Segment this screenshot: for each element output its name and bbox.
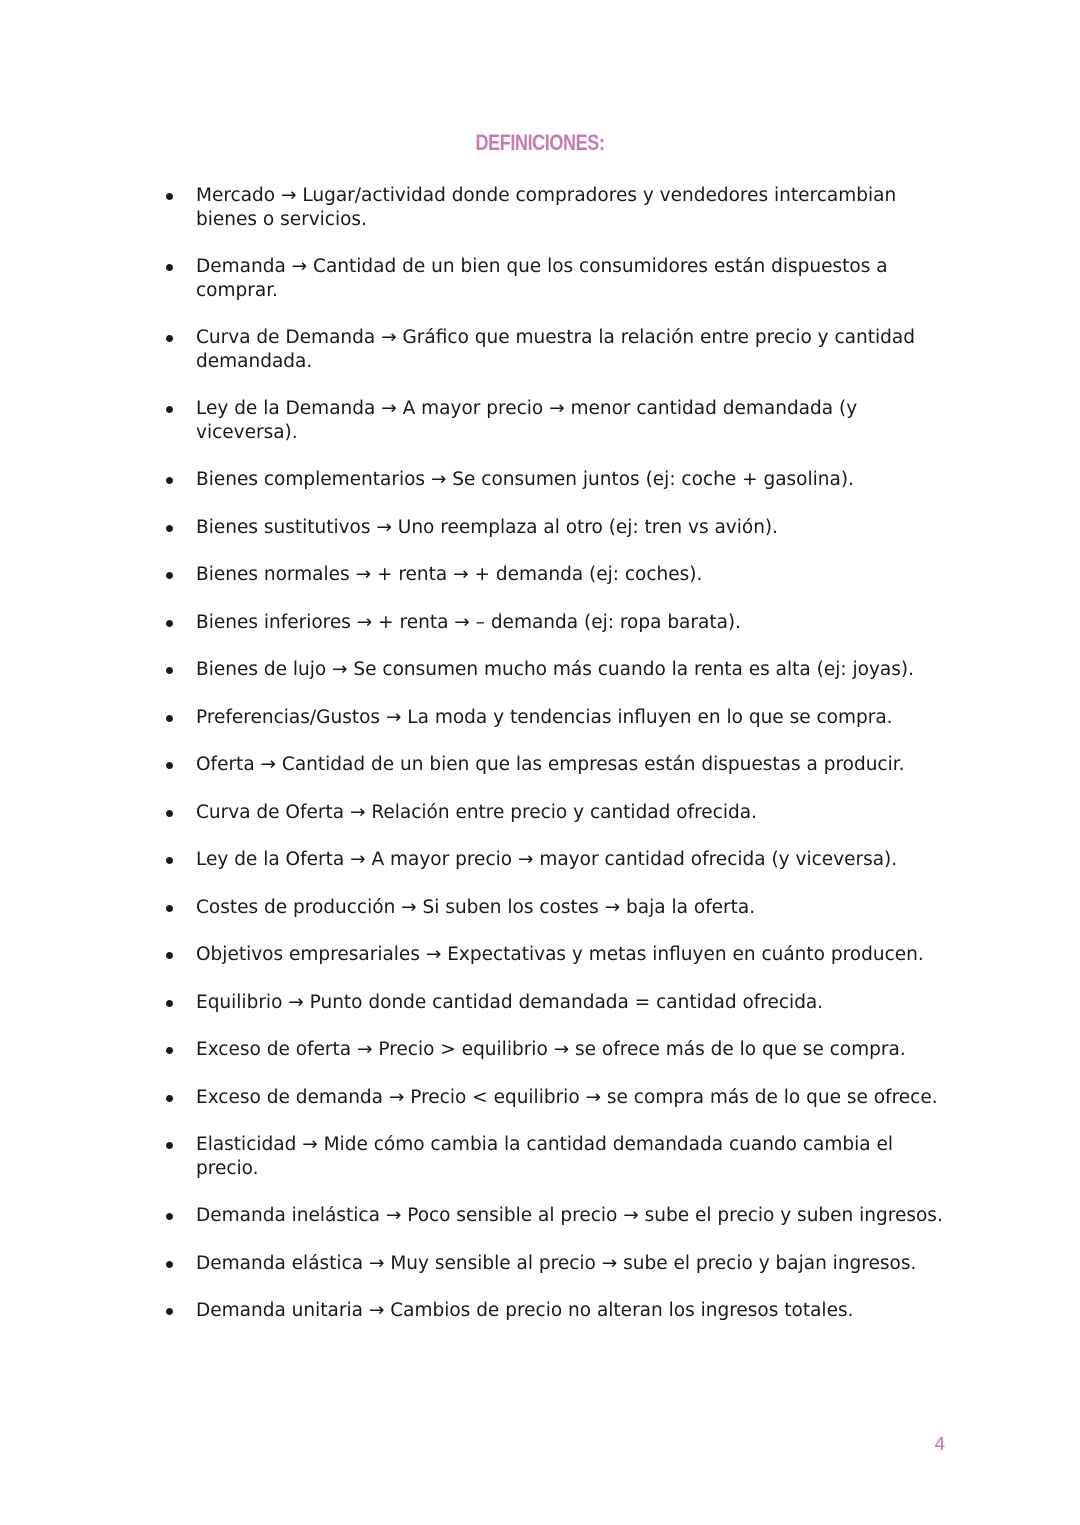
- list-item: [164, 1299, 954, 1323]
- bullet-icon: [166, 335, 173, 342]
- list-item: [164, 255, 954, 302]
- page-number: 4: [934, 1434, 946, 1455]
- list-item: [164, 943, 954, 967]
- definition-text: Bienes de lujo → Se consumen mucho más cuando la renta es alta (ej: joyas).: [196, 659, 914, 680]
- list-item: [164, 991, 954, 1015]
- bullet-icon: [166, 572, 173, 579]
- definition-text: Curva de Demanda → Gráfico que muestra la relación entre precio y cantidad demandada.: [196, 327, 915, 372]
- list-item: [164, 1252, 954, 1276]
- definition-text: Ley de la Demanda → A mayor precio → menor cantidad demandada (y viceversa).: [196, 398, 858, 443]
- definition-text: Demanda → Cantidad de un bien que los consumidores están dispuestos a comprar.: [196, 256, 888, 301]
- list-item: [164, 1038, 954, 1062]
- bullet-icon: [166, 1308, 173, 1315]
- definition-text: Preferencias/Gustos → La moda y tendencias influyen en lo que se compra.: [196, 706, 893, 728]
- bullet-icon: [166, 952, 173, 959]
- definition-text: Mercado → Lugar/actividad donde compradores y vendedores intercambian bienes o servicios.: [196, 185, 897, 230]
- list-item: [164, 753, 954, 777]
- list-item: [164, 563, 954, 587]
- list-item: [164, 184, 954, 231]
- list-item: [164, 896, 954, 920]
- list-item: [164, 1133, 954, 1180]
- definition-text: Costes de producción → Si suben los costes → baja la oferta.: [196, 896, 756, 918]
- bullet-icon: [166, 406, 173, 413]
- bullet-icon: [166, 193, 173, 200]
- definition-text: Ley de la Oferta → A mayor precio → mayor cantidad ofrecida (y viceversa).: [196, 849, 898, 870]
- definition-text: Exceso de demanda → Precio < equilibrio → se compra más de lo que se ofrece.: [196, 1086, 938, 1108]
- bullet-icon: [166, 762, 173, 769]
- definition-text: Objetivos empresariales → Expectativas y metas influyen en cuánto producen.: [196, 944, 924, 965]
- bullet-icon: [166, 810, 173, 817]
- bullet-icon: [166, 1047, 173, 1054]
- list-item: [164, 611, 954, 635]
- bullet-icon: [166, 525, 173, 532]
- list-item: [164, 326, 954, 373]
- definitions-list: [164, 184, 954, 1347]
- bullet-icon: [166, 905, 173, 912]
- definition-text: Elasticidad → Mide cómo cambia la cantidad demandada cuando cambia el precio.: [196, 1134, 894, 1179]
- definition-text: Demanda inelástica → Poco sensible al precio → sube el precio y suben ingresos.: [196, 1205, 943, 1226]
- definition-text: Bienes normales → + renta → + demanda (ej: coches).: [196, 564, 703, 585]
- list-item: [164, 1204, 954, 1228]
- bullet-icon: [166, 857, 173, 864]
- definition-text: Bienes complementarios → Se consumen juntos (ej: coche + gasolina).: [196, 469, 854, 490]
- bullet-icon: [166, 1142, 173, 1149]
- bullet-icon: [166, 667, 173, 674]
- list-item: [164, 516, 954, 540]
- list-item: [164, 397, 954, 444]
- list-item: [164, 658, 954, 682]
- bullet-icon: [166, 264, 173, 271]
- definition-text: Curva de Oferta → Relación entre precio y cantidad ofrecida.: [196, 801, 757, 823]
- bullet-icon: [166, 477, 173, 484]
- list-item: [164, 706, 954, 730]
- list-item: [164, 848, 954, 872]
- definition-text: Bienes inferiores → + renta → – demanda (ej: ropa barata).: [196, 611, 742, 633]
- list-item: [164, 801, 954, 825]
- definition-text: Oferta → Cantidad de un bien que las empresas están dispuestas a producir.: [196, 754, 905, 775]
- list-item: [164, 1086, 954, 1110]
- page-title: DEFINICIONES:: [475, 130, 605, 155]
- definition-text: Demanda elástica → Muy sensible al precio → sube el precio y bajan ingresos.: [196, 1252, 917, 1274]
- bullet-icon: [166, 715, 173, 722]
- definition-text: Exceso de oferta → Precio > equilibrio → se ofrece más de lo que se compra.: [196, 1039, 906, 1060]
- bullet-icon: [166, 1095, 173, 1102]
- bullet-icon: [166, 1000, 173, 1007]
- list-item: [164, 468, 954, 492]
- definition-text: Bienes sustitutivos → Uno reemplaza al otro (ej: tren vs avión).: [196, 516, 779, 538]
- bullet-icon: [166, 620, 173, 627]
- definition-text: Equilibrio → Punto donde cantidad demandada = cantidad ofrecida.: [196, 991, 824, 1013]
- bullet-icon: [166, 1213, 173, 1220]
- bullet-icon: [166, 1261, 173, 1268]
- definition-text: Demanda unitaria → Cambios de precio no alteran los ingresos totales.: [196, 1300, 854, 1321]
